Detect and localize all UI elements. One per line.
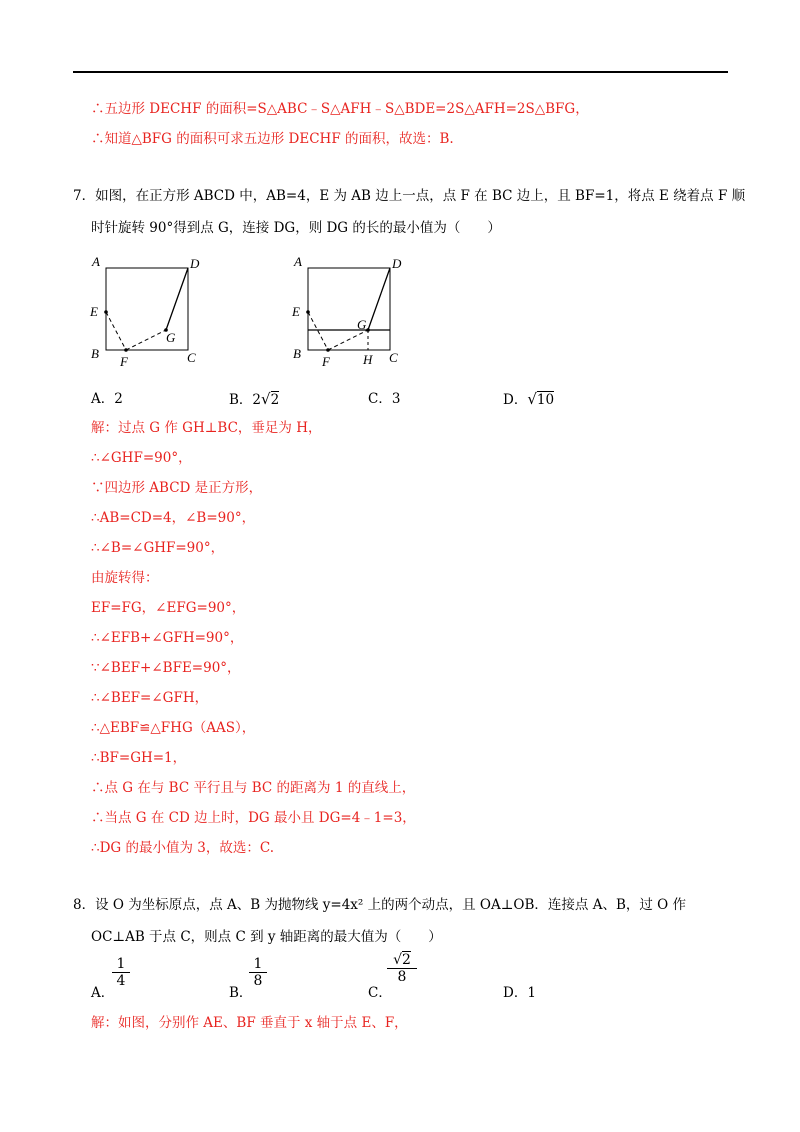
fig1-label-c: C [187, 350, 196, 365]
q7-solution-line: ∴当点 G 在 CD 边上时，DG 最小且 DG=4﹣1=3， [91, 810, 416, 826]
q8-text-line2: OC⊥AB 于点 C，则点 C 到 y 轴距离的最大值为（ ） [91, 929, 442, 945]
q7-figure-2 [290, 254, 410, 372]
q7-solution-line: ∴∠B=∠GHF=90°， [91, 540, 225, 556]
q7-solution-line: 解：过点 G 作 GH⊥BC，垂足为 H， [91, 420, 322, 436]
fig2-label-d: D [392, 256, 402, 271]
q7-figure-1 [88, 254, 208, 372]
q7-solution-line: ∴∠GHF=90°， [91, 450, 192, 466]
q7-option-a: A．2 [91, 391, 123, 407]
fig2-label-e: E [292, 304, 300, 319]
q7-solution-line: ∴∠BEF=∠GFH， [91, 690, 209, 706]
fig1-label-b: B [91, 346, 99, 361]
q7-solution-line: ∵∠BEF+∠BFE=90°， [91, 660, 241, 676]
q7-solution-line: 由旋转得： [91, 570, 159, 586]
fig2-label-c: C [389, 350, 398, 365]
fig2-label-a: A [294, 254, 302, 269]
q7-solution-line: ∴BF=GH=1， [91, 750, 187, 766]
q7-option-d: D．√10 [503, 390, 555, 408]
q7-text-line2: 时针旋转 90°得到点 G，连接 DG，则 DG 的长的最小值为（ ） [91, 220, 501, 236]
fig1-label-d: D [190, 256, 200, 271]
q8-solution-line1: 解：如图，分别作 AE、BF 垂直于 x 轴于点 E、F， [91, 1015, 408, 1031]
q7-solution-line: ∴点 G 在与 BC 平行且与 BC 的距离为 1 的直线上， [91, 780, 416, 796]
solution6-line1: ∴五边形 DECHF 的面积=S△ABC﹣S△AFH﹣S△BDE=2S△AFH=2S△BFG， [91, 101, 589, 117]
fig1-label-g: G [166, 330, 176, 345]
fig2-label-b: B [293, 346, 301, 361]
fig1-label-e: E [90, 304, 98, 319]
q7-solution-line: ∵四边形 ABCD 是正方形， [91, 480, 263, 496]
q8-option-a-fraction: $\frac{1}{4}$ [112, 957, 130, 989]
q8-text-line1: 8．设 O 为坐标原点，点 A、B 为抛物线 y=4x² 上的两个动点，且 OA⊥OB．连接点 A、B，过 O 作 [73, 897, 687, 913]
q7-text-line1: 7．如图，在正方形 ABCD 中，AB=4，E 为 AB 边上一点，点 F 在 BC 边上，且 BF=1，将点 E 绕着点 F 顺 [73, 188, 746, 204]
q8-option-c-label: C． [368, 985, 392, 1001]
solution6-line2: ∴知道△BFG 的面积可求五边形 DECHF 的面积，故选：B. [91, 131, 454, 147]
q8-option-b-label: B． [229, 985, 253, 1001]
fig2-label-f: F [322, 354, 330, 369]
q7-option-b: B．2√2 [229, 390, 280, 408]
q7-solution-line: ∴AB=CD=4，∠B=90°， [91, 510, 256, 526]
q7-solution-line: ∴△EBF≌△FHG（AAS）， [91, 720, 256, 736]
q7-option-c: C．3 [368, 391, 401, 407]
q8-option-b-fraction: $\frac{1}{8}$ [249, 957, 267, 989]
fig2-label-g: G [357, 317, 367, 332]
q8-option-d: D．1 [503, 985, 536, 1001]
fig1-label-f: F [120, 354, 128, 369]
q8-option-c-fraction: $\frac{√2}{8}$ [387, 953, 417, 985]
header-rule [73, 71, 728, 73]
q7-solution-line: ∴∠EFB+∠GFH=90°， [91, 630, 244, 646]
q7-solution-line: ∴DG 的最小值为 3，故选：C. [91, 840, 275, 856]
fig2-label-h: H [363, 352, 373, 367]
q7-solution-line: EF=FG，∠EFG=90°， [91, 600, 246, 616]
fig1-label-a: A [92, 254, 100, 269]
q8-option-a-label: A． [91, 985, 115, 1001]
